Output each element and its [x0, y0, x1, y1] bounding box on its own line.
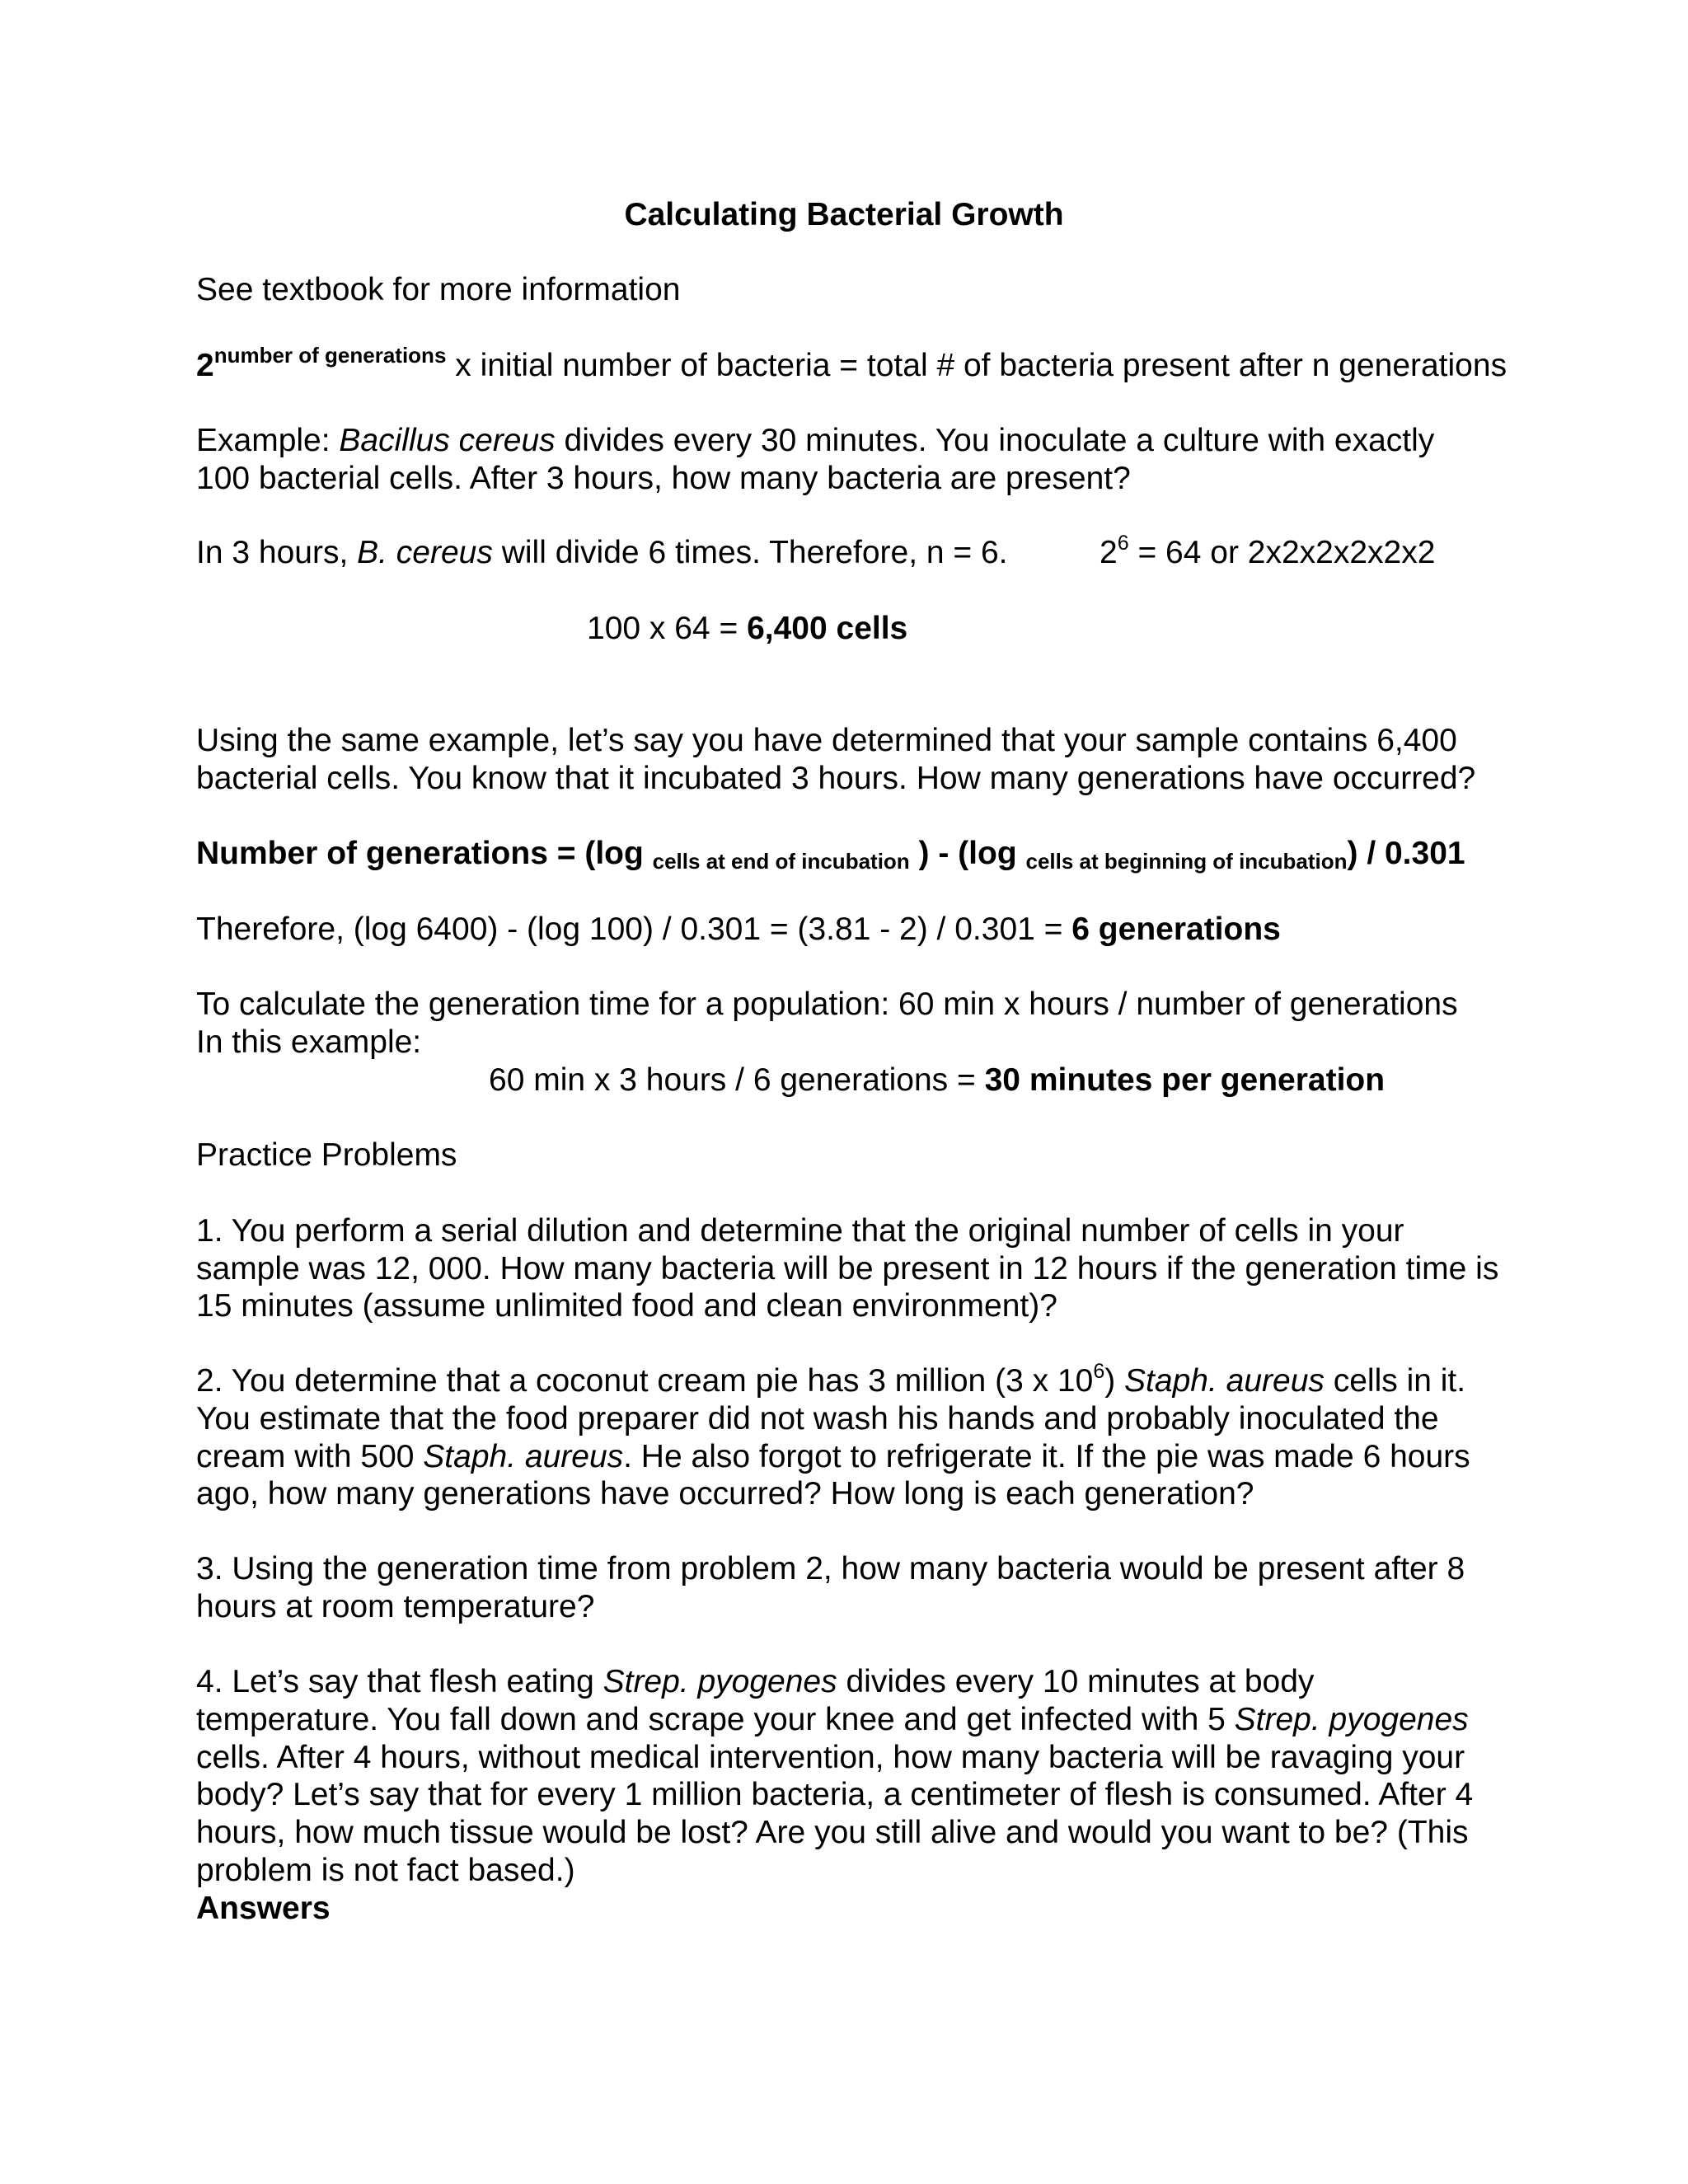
gen-formula-subscript-end: cells at end of incubation: [652, 849, 910, 874]
problem-2-line-4: ago, how many generations have occurred? How long is each generation?: [196, 1476, 1254, 1511]
same-example-line-1: Using the same example, let’s say you have determined that your sample contains 6,400: [196, 723, 1457, 758]
gen-formula-subscript-beginning: cells at beginning of incubation: [1025, 849, 1348, 874]
problem-2-text-a: 2. You determine that a coconut cream pie has 3 million (3 x 10: [196, 1363, 1094, 1399]
problem-4-line-5: hours, how much tissue would be lost? Are you still alive and would you want to be? (This: [196, 1815, 1469, 1850]
example-text: divides every 30 minutes. You inoculate a culture with exactly: [555, 423, 1435, 458]
therefore-line: [196, 911, 1281, 949]
gen-formula-part-2: ) - (log: [909, 836, 1026, 871]
result-prefix: 100 x 64 =: [587, 611, 748, 646]
problem-4-text-a: 4. Let’s say that flesh eating: [196, 1664, 603, 1699]
problem-4-line-6: problem is not fact based.): [196, 1853, 575, 1888]
example-line-2: 100 bacterial cells. After 3 hours, how many bacteria are present?: [196, 461, 1131, 496]
therefore-text: Therefore, (log 6400) - (log 100) / 0.301 = (3.81 - 2) / 0.301 =: [196, 912, 1072, 947]
gen-formula-part-1: Number of generations = (log: [196, 836, 653, 871]
calc-organism: B. cereus: [357, 535, 493, 570]
problem-4-line-2-a: temperature. You fall down and scrape your knee and get infected with 5: [196, 1702, 1235, 1737]
problem-2-text-c: cells in it.: [1324, 1363, 1466, 1399]
problem-4-line-2-organism: Strep. pyogenes: [1234, 1702, 1469, 1737]
generations-formula: [196, 835, 1465, 875]
problem-2-line-3-a: cream with 500: [196, 1439, 424, 1474]
gen-time-line-1: To calculate the generation time for a population: 60 min x hours / number of generations: [196, 987, 1458, 1022]
calc-text: will divide 6 times. Therefore, n = 6.: [492, 535, 1008, 570]
problem-3-line-2: hours at room temperature?: [196, 1589, 595, 1624]
practice-problems-heading: Practice Problems: [196, 1137, 457, 1173]
problem-2-line-2: You estimate that the food preparer did not wash his hands and probably inoculated the: [196, 1401, 1439, 1436]
gen-time-calc: 60 min x 3 hours / 6 generations =: [489, 1062, 985, 1098]
problem-2-line-3-organism: Staph. aureus: [423, 1439, 624, 1474]
result-value: 6,400 cells: [747, 611, 908, 646]
problem-2-line-1: [196, 1362, 1465, 1404]
example-organism: Bacillus cereus: [339, 423, 556, 458]
problem-2-organism: Staph. aureus: [1124, 1363, 1325, 1399]
problem-4-line-3: cells. After 4 hours, without medical intervention, how many bacteria will be ravaging your: [196, 1740, 1465, 1775]
formula-base: 2: [196, 348, 214, 383]
problem-1-line-3: 15 minutes (assume unlimited food and clean environment)?: [196, 1288, 1057, 1324]
growth-formula: [196, 343, 1507, 387]
power-exponent: 6: [1117, 532, 1129, 555]
power-base: 2: [1100, 535, 1118, 570]
example-line-1: [196, 422, 1434, 460]
see-textbook-note: See textbook for more information: [196, 272, 681, 307]
problem-2-text-b: ): [1104, 1363, 1125, 1399]
calc-line: [196, 534, 1008, 572]
problem-3-line-1: 3. Using the generation time from problem 2, how many bacteria would be present after 8: [196, 1551, 1465, 1586]
gen-time-line-2: In this example:: [196, 1024, 422, 1060]
formula-rest: x initial number of bacteria = total # of bacteria present after n generations: [446, 348, 1507, 383]
therefore-result: 6 generations: [1071, 912, 1281, 947]
problem-1-line-1: 1. You perform a serial dilution and determine that the original number of cells in your: [196, 1213, 1404, 1249]
problem-2-line-3-b: . He also forgot to refrigerate it. If the pie was made 6 hours: [623, 1439, 1470, 1474]
calc-prefix: In 3 hours,: [196, 535, 358, 570]
document-title: Calculating Bacterial Growth: [624, 197, 1064, 232]
result-line: [587, 610, 907, 648]
problem-2-line-3: [196, 1438, 1470, 1476]
same-example-line-2: bacterial cells. You know that it incubated 3 hours. How many generations have occurred?: [196, 761, 1476, 796]
gen-time-line-3: [489, 1062, 1385, 1099]
problem-2-exponent: 6: [1093, 1360, 1105, 1383]
problem-4-line-4: body? Let’s say that for every 1 million bacteria, a centimeter of flesh is consumed. After 4: [196, 1777, 1474, 1812]
gen-formula-part-3: ) / 0.301: [1347, 836, 1465, 871]
problem-4-line-2: [196, 1701, 1469, 1739]
problem-1-line-2: sample was 12, 000. How many bacteria will be present in 12 hours if the generation time is: [196, 1251, 1499, 1286]
problem-4-text-b: divides every 10 minutes at body: [837, 1664, 1315, 1699]
problem-4-organism: Strep. pyogenes: [603, 1664, 837, 1699]
problem-4-line-1: [196, 1663, 1314, 1701]
gen-time-result: 30 minutes per generation: [984, 1062, 1386, 1098]
power-expression: [1100, 534, 1435, 575]
answers-heading: Answers: [196, 1891, 331, 1926]
formula-exponent: number of generations: [213, 343, 447, 368]
power-rest: = 64 or 2x2x2x2x2x2: [1128, 535, 1436, 570]
example-prefix: Example:: [196, 423, 340, 458]
